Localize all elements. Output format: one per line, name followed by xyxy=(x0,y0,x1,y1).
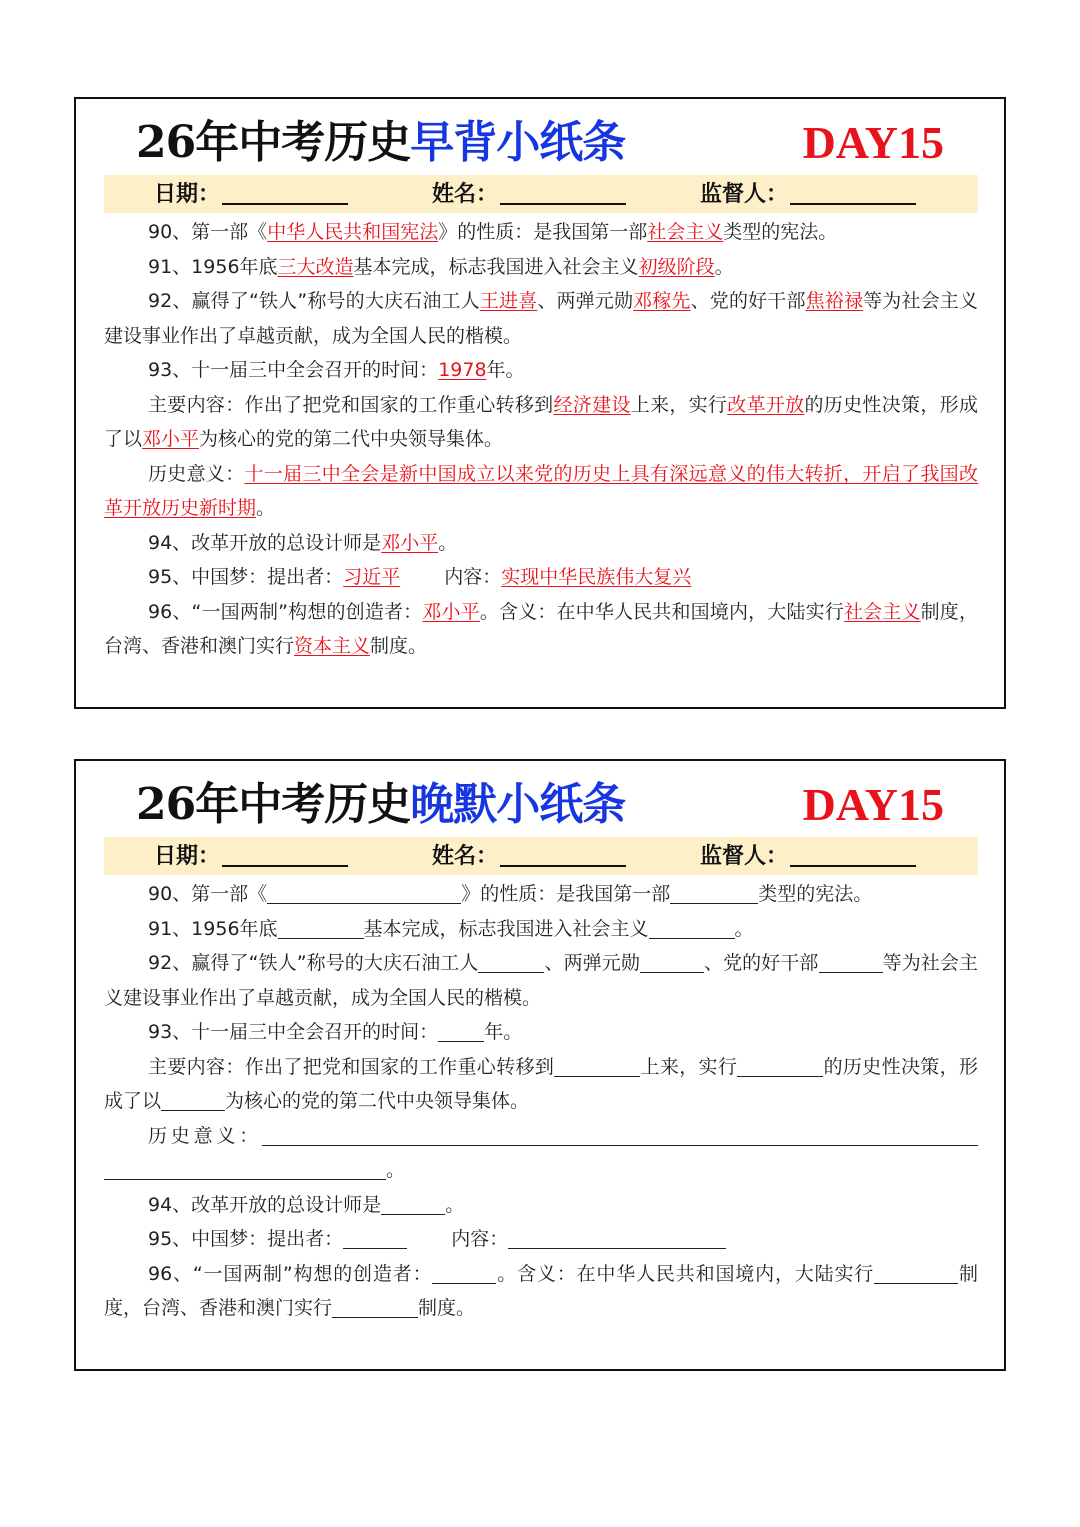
item-91: 91、1956年底 基本完成，标志我国进入社会主义 。 xyxy=(148,917,754,940)
fill-blank[interactable] xyxy=(332,1295,418,1318)
name-label: 姓名： xyxy=(432,843,499,869)
answer: 实现中华民族伟大复兴 xyxy=(501,566,692,588)
fill-blank[interactable] xyxy=(737,1054,823,1077)
answer: 经济建设 xyxy=(553,393,631,416)
fill-blank[interactable] xyxy=(640,950,704,973)
item-90: 90、第一部《 》的性质：是我国第一部 类型的宪法。 xyxy=(148,883,873,905)
answer: 社会主义 xyxy=(647,221,724,243)
fill-blank[interactable] xyxy=(161,1088,225,1111)
fill-blank[interactable] xyxy=(262,1123,978,1146)
item-93: 93、十一届三中全会召开的时间： 年。 xyxy=(148,1021,523,1043)
supervisor-label: 监督人： xyxy=(700,181,789,207)
fill-blank[interactable] xyxy=(554,1054,640,1077)
fill-blank[interactable] xyxy=(267,881,461,904)
evening-title xyxy=(136,775,625,835)
evening-supervisor-field xyxy=(700,837,916,875)
fill-blank[interactable] xyxy=(438,1019,484,1042)
item-92: 92、赢得了“铁人”称号的大庆石油工人王进喜、两弹元勋邓稼先、党的好干部焦裕禄等为社会主义建设事业作出了卓越贡献，成为全国人民的楷模。 xyxy=(104,290,978,347)
supervisor-label: 监督人： xyxy=(700,843,789,869)
morning-date-field xyxy=(154,175,348,213)
item-96: 96、“一国两制”构想的创造者： 。含义：在中华人民共和国境内，大陆实行 制度，台湾、香港和澳门实行 制度。 xyxy=(104,1262,978,1319)
fill-blank[interactable] xyxy=(478,950,544,973)
item-93-significance: 历史意义：十一届三中全会是新中国成立以来党的历史上具有深远意义的伟大转折，开启了我国改革开放历史新时期。 xyxy=(104,462,978,519)
answer: 邓稼先 xyxy=(633,290,691,312)
answer: 中华人民共和国宪法 xyxy=(267,221,439,243)
fill-blank[interactable] xyxy=(874,1261,894,1284)
date-label: 日期： xyxy=(154,181,221,207)
morning-info-bar xyxy=(104,175,978,213)
date-blank[interactable] xyxy=(222,179,348,205)
morning-name-field xyxy=(432,175,626,213)
name-blank[interactable] xyxy=(500,179,626,205)
fill-blank[interactable] xyxy=(894,1261,958,1284)
item-94: 94、改革开放的总设计师是 。 xyxy=(148,1193,465,1216)
fill-blank[interactable] xyxy=(670,881,758,904)
fill-blank[interactable] xyxy=(649,916,735,939)
item-95: 95、中国梦：提出者： 内容： xyxy=(104,1222,978,1257)
answer: 邓小平 xyxy=(381,531,439,554)
fill-blank[interactable] xyxy=(343,1226,407,1249)
item-96: 96、“一国两制”构想的创造者：邓小平。含义：在中华人民共和国境内，大陆实行社会主义制度，台湾、香港和澳门实行资本主义制度。 xyxy=(104,600,978,657)
morning-supervisor-field xyxy=(700,175,916,213)
answer: 初级阶段 xyxy=(638,255,715,278)
answer: 资本主义 xyxy=(294,635,371,657)
answer: 三大改造 xyxy=(277,255,354,278)
fill-blank[interactable] xyxy=(508,1226,726,1249)
morning-title-prefix: 26年中考历史 xyxy=(136,117,411,168)
answer: 焦裕禄 xyxy=(805,290,864,312)
evening-title-accent: 晚默小纸条 xyxy=(410,779,626,830)
fill-blank[interactable] xyxy=(432,1261,496,1284)
answer: 改革开放 xyxy=(727,393,805,416)
date-blank[interactable] xyxy=(222,841,348,867)
name-blank[interactable] xyxy=(500,841,626,867)
answer: 邓小平 xyxy=(142,428,200,450)
item-91: 91、1956年底三大改造基本完成，标志我国进入社会主义初级阶段。 xyxy=(148,255,734,278)
evening-date-field xyxy=(154,837,348,875)
answer: 1978 xyxy=(438,359,487,381)
morning-title-accent: 早背小纸条 xyxy=(410,117,626,168)
evening-card xyxy=(74,759,1006,1371)
evening-day-label: DAY15 xyxy=(802,779,944,830)
supervisor-blank[interactable] xyxy=(790,179,916,205)
item-92: 92、赢得了“铁人”称号的大庆石油工人 、两弹元勋 、党的好干部 等为社会主义建设事业作出了卓越贡献，成为全国人民的楷模。 xyxy=(104,952,978,1009)
evening-title-prefix: 26年中考历史 xyxy=(136,779,411,830)
morning-content xyxy=(104,215,978,664)
fill-blank[interactable] xyxy=(104,1157,386,1180)
morning-day-label: DAY15 xyxy=(802,117,944,168)
evening-info-bar xyxy=(104,837,978,875)
item-93-content: 主要内容：作出了把党和国家的工作重心转移到 上来，实行 的历史性决策，形成了以 为核心的党的第二代中央领导集体。 xyxy=(104,1055,978,1112)
date-label: 日期： xyxy=(154,843,221,869)
item-93-content: 主要内容：作出了把党和国家的工作重心转移到经济建设上来，实行改革开放的历史性决策，形成了以邓小平为核心的党的第二代中央领导集体。 xyxy=(104,393,978,450)
name-label: 姓名： xyxy=(432,181,499,207)
item-90: 90、第一部《中华人民共和国宪法》的性质：是我国第一部社会主义类型的宪法。 xyxy=(148,221,838,243)
answer: 王进喜 xyxy=(479,290,538,312)
item-93-significance: 历史意义：。 xyxy=(104,1119,978,1188)
answer: 社会主义 xyxy=(843,600,921,623)
morning-title xyxy=(136,113,625,173)
evening-name-field xyxy=(432,837,626,875)
item-93: 93、十一届三中全会召开的时间：1978年。 xyxy=(148,359,525,381)
fill-blank[interactable] xyxy=(381,1192,445,1215)
answer: 习近平 xyxy=(343,566,401,588)
item-94: 94、改革开放的总设计师是邓小平。 xyxy=(148,531,458,554)
supervisor-blank[interactable] xyxy=(790,841,916,867)
fill-blank[interactable] xyxy=(819,950,883,973)
fill-blank[interactable] xyxy=(278,916,364,939)
item-95: 95、中国梦：提出者：习近平 内容：实现中华民族伟大复兴 xyxy=(148,566,692,588)
answer: 邓小平 xyxy=(422,600,480,623)
answer: 十一届三中全会是新中国成立以来党的历史上具有深远意义的伟大转折，开启了我国改革开放历史新时期 xyxy=(104,462,978,519)
evening-content xyxy=(104,877,978,1326)
morning-card xyxy=(74,97,1006,709)
